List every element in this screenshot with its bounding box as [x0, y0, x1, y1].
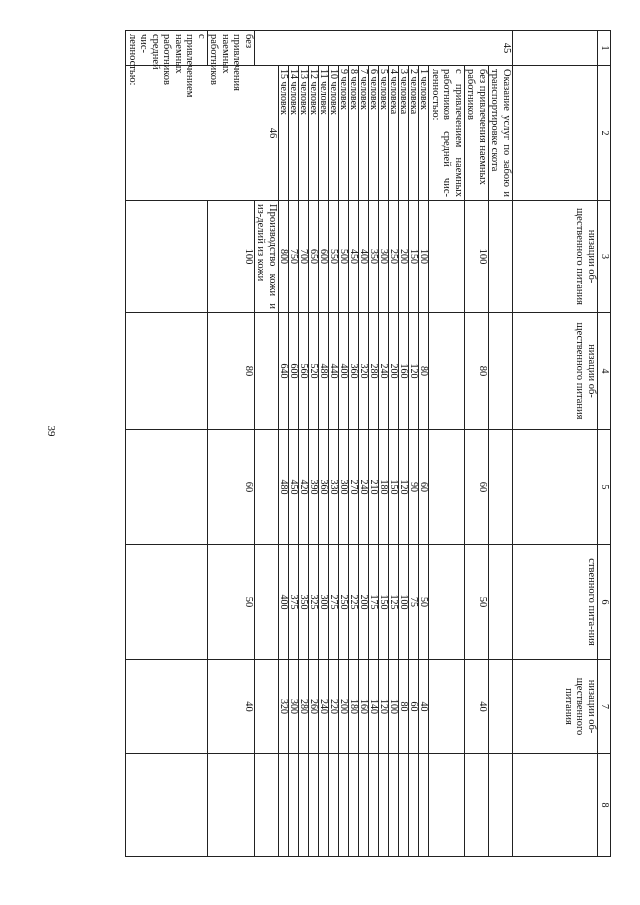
- value-cell: 750: [289, 201, 299, 313]
- value-cell: 180: [349, 660, 359, 754]
- value-cell: 280: [369, 313, 379, 430]
- value-cell: 250: [389, 201, 399, 313]
- value-cell: 80: [465, 313, 489, 430]
- header-cell: низации об-щественного питания: [513, 313, 598, 430]
- value-cell: 450: [349, 201, 359, 313]
- row-label: 2 человека: [409, 66, 419, 201]
- value-cell: 220: [329, 660, 339, 754]
- empty-cell: [489, 754, 513, 857]
- empty-cell: [255, 545, 279, 660]
- table-row: [339, 31, 349, 857]
- value-cell: 50: [208, 545, 255, 660]
- value-cell: 560: [299, 313, 309, 430]
- entry-number: 46: [126, 66, 279, 201]
- entry-number: 45: [255, 31, 513, 66]
- value-cell: 160: [359, 660, 369, 754]
- row-label: 9 человек: [339, 66, 349, 201]
- value-cell: 100: [465, 201, 489, 313]
- table-row: [299, 31, 309, 857]
- value-cell: 175: [369, 545, 379, 660]
- entry-row: [489, 31, 513, 857]
- empty-cell: [339, 754, 349, 857]
- value-cell: 140: [369, 660, 379, 754]
- header-cell: [513, 66, 598, 201]
- header-row: [513, 31, 598, 857]
- value-cell: 325: [309, 545, 319, 660]
- value-cell: 400: [279, 545, 289, 660]
- empty-cell: [319, 754, 329, 857]
- value-cell: 240: [319, 660, 329, 754]
- value-cell: 120: [409, 313, 419, 430]
- empty-cell: [489, 545, 513, 660]
- row-label: без привлечения наемных работников: [465, 66, 489, 201]
- value-cell: 150: [379, 545, 389, 660]
- empty-cell: [489, 201, 513, 313]
- value-cell: 60: [208, 430, 255, 545]
- value-cell: 120: [399, 430, 409, 545]
- value-cell: 420: [299, 430, 309, 545]
- table-row: [319, 31, 329, 857]
- value-cell: 225: [349, 545, 359, 660]
- empty-cell: [369, 754, 379, 857]
- header-cell: низации об-щественного питания: [513, 201, 598, 313]
- value-cell: 180: [379, 430, 389, 545]
- value-cell: 200: [359, 545, 369, 660]
- header-cell: [513, 754, 598, 857]
- column-number: 1: [598, 31, 611, 66]
- value-cell: 60: [409, 660, 419, 754]
- header-cell: [513, 430, 598, 545]
- header-cell: [513, 31, 598, 66]
- empty-cell: [429, 201, 465, 313]
- row-label: 8 человек: [349, 66, 359, 201]
- value-cell: 520: [309, 313, 319, 430]
- row-label: 3 человека: [399, 66, 409, 201]
- value-cell: 360: [349, 313, 359, 430]
- empty-cell: [126, 201, 208, 313]
- value-cell: 40: [419, 660, 429, 754]
- value-cell: 275: [329, 545, 339, 660]
- value-cell: 100: [399, 545, 409, 660]
- value-cell: 650: [309, 201, 319, 313]
- row-label: 14 человек: [289, 66, 299, 201]
- value-cell: 550: [329, 201, 339, 313]
- row-label: 5 человек: [379, 66, 389, 201]
- table-row: [349, 31, 359, 857]
- empty-cell: [126, 430, 208, 545]
- value-cell: 100: [208, 201, 255, 313]
- empty-cell: [379, 754, 389, 857]
- empty-cell: [465, 754, 489, 857]
- value-cell: 480: [319, 313, 329, 430]
- empty-cell: [409, 754, 419, 857]
- page-number: 39: [45, 425, 57, 437]
- value-cell: 350: [299, 545, 309, 660]
- row-label: 13 человек: [299, 66, 309, 201]
- row-label: 6 человек: [369, 66, 379, 201]
- empty-cell: [255, 660, 279, 754]
- table-row: [289, 31, 299, 857]
- table-row: [369, 31, 379, 857]
- table-row: [329, 31, 339, 857]
- column-number: 3: [598, 201, 611, 313]
- empty-cell: [429, 754, 465, 857]
- value-cell: 100: [389, 660, 399, 754]
- table-row: [359, 31, 369, 857]
- value-cell: 150: [409, 201, 419, 313]
- empty-cell: [289, 754, 299, 857]
- empty-cell: [429, 430, 465, 545]
- row-label: с привлечением наемных работников средней чис-ленностью:: [429, 66, 465, 201]
- empty-cell: [309, 754, 319, 857]
- value-cell: 350: [369, 201, 379, 313]
- empty-cell: [429, 660, 465, 754]
- value-cell: 400: [339, 313, 349, 430]
- entry-title: Оказание услуг по забою и транспортировке скота: [489, 66, 513, 201]
- value-cell: 300: [319, 545, 329, 660]
- column-number: 6: [598, 545, 611, 660]
- entry-title: Производство кожи и из-делий из кожи: [255, 201, 279, 313]
- entry-row: [255, 31, 279, 857]
- column-number: 4: [598, 313, 611, 430]
- value-cell: 80: [399, 660, 409, 754]
- empty-cell: [359, 754, 369, 857]
- empty-cell: [399, 754, 409, 857]
- row-label: без привлечения наемных работников: [208, 31, 255, 66]
- row-label: 4 человека: [389, 66, 399, 201]
- value-cell: 400: [359, 201, 369, 313]
- row-label: 10 человек: [329, 66, 339, 201]
- value-cell: 50: [465, 545, 489, 660]
- header-cell: ственного пита-ния: [513, 545, 598, 660]
- value-cell: 500: [339, 201, 349, 313]
- table-row: [279, 31, 289, 857]
- value-cell: 40: [465, 660, 489, 754]
- empty-cell: [419, 754, 429, 857]
- row-label: 12 человек: [309, 66, 319, 201]
- value-cell: 270: [349, 430, 359, 545]
- table-row: [389, 31, 399, 857]
- value-cell: 100: [419, 201, 429, 313]
- value-cell: 300: [339, 430, 349, 545]
- value-cell: 600: [319, 201, 329, 313]
- value-cell: 60: [419, 430, 429, 545]
- value-cell: 240: [379, 313, 389, 430]
- table-row: [419, 31, 429, 857]
- value-cell: 200: [389, 313, 399, 430]
- value-cell: 80: [419, 313, 429, 430]
- empty-cell: [255, 313, 279, 430]
- empty-cell: [389, 754, 399, 857]
- entry-row: [465, 31, 489, 857]
- value-cell: 300: [379, 201, 389, 313]
- value-cell: 320: [359, 313, 369, 430]
- table-row: [409, 31, 419, 857]
- empty-cell: [255, 754, 279, 857]
- value-cell: 280: [299, 660, 309, 754]
- empty-cell: [329, 754, 339, 857]
- table-row: [309, 31, 319, 857]
- row-label: 1 человек: [419, 66, 429, 201]
- value-cell: 90: [409, 430, 419, 545]
- value-cell: 360: [319, 430, 329, 545]
- column-number: 7: [598, 660, 611, 754]
- value-cell: 260: [309, 660, 319, 754]
- header-cell: низации об-щественного питания: [513, 660, 598, 754]
- row-label: 7 человек: [359, 66, 369, 201]
- empty-cell: [429, 545, 465, 660]
- value-cell: 640: [279, 313, 289, 430]
- empty-cell: [279, 754, 289, 857]
- value-cell: 375: [289, 545, 299, 660]
- value-cell: 40: [208, 660, 255, 754]
- value-cell: 160: [399, 313, 409, 430]
- value-cell: 75: [409, 545, 419, 660]
- value-cell: 120: [379, 660, 389, 754]
- value-cell: 390: [309, 430, 319, 545]
- empty-cell: [255, 430, 279, 545]
- table-row: [399, 31, 409, 857]
- rotated-table-sheet: [77, 30, 611, 856]
- empty-cell: [349, 754, 359, 857]
- row-label: 15 человек: [279, 66, 289, 201]
- value-cell: 150: [389, 430, 399, 545]
- empty-cell: [126, 754, 208, 857]
- value-cell: 200: [399, 201, 409, 313]
- value-cell: 440: [329, 313, 339, 430]
- column-number-row: [598, 31, 611, 857]
- value-cell: 125: [389, 545, 399, 660]
- value-cell: 200: [339, 660, 349, 754]
- empty-cell: [208, 754, 255, 857]
- value-cell: 480: [279, 430, 289, 545]
- value-cell: 250: [339, 545, 349, 660]
- row-label: с привлечением наемных работников средней чис-ленностью:: [126, 31, 208, 66]
- value-cell: 600: [289, 313, 299, 430]
- value-cell: 320: [279, 660, 289, 754]
- empty-cell: [429, 313, 465, 430]
- value-cell: 330: [329, 430, 339, 545]
- empty-cell: [489, 313, 513, 430]
- empty-cell: [126, 660, 208, 754]
- table-row: [379, 31, 389, 857]
- value-cell: 210: [369, 430, 379, 545]
- value-cell: 240: [359, 430, 369, 545]
- empty-cell: [489, 430, 513, 545]
- value-cell: 50: [419, 545, 429, 660]
- empty-cell: [489, 660, 513, 754]
- value-cell: 60: [465, 430, 489, 545]
- column-number: 2: [598, 66, 611, 201]
- value-cell: 300: [289, 660, 299, 754]
- row-label: 11 человек: [319, 66, 329, 201]
- empty-cell: [126, 313, 208, 430]
- column-number: 8: [598, 754, 611, 857]
- empty-cell: [299, 754, 309, 857]
- value-cell: 80: [208, 313, 255, 430]
- column-number: 5: [598, 430, 611, 545]
- empty-cell: [126, 545, 208, 660]
- value-cell: 700: [299, 201, 309, 313]
- value-cell: 450: [289, 430, 299, 545]
- entry-row: [429, 31, 465, 857]
- value-cell: 800: [279, 201, 289, 313]
- tariff-table: [126, 30, 612, 857]
